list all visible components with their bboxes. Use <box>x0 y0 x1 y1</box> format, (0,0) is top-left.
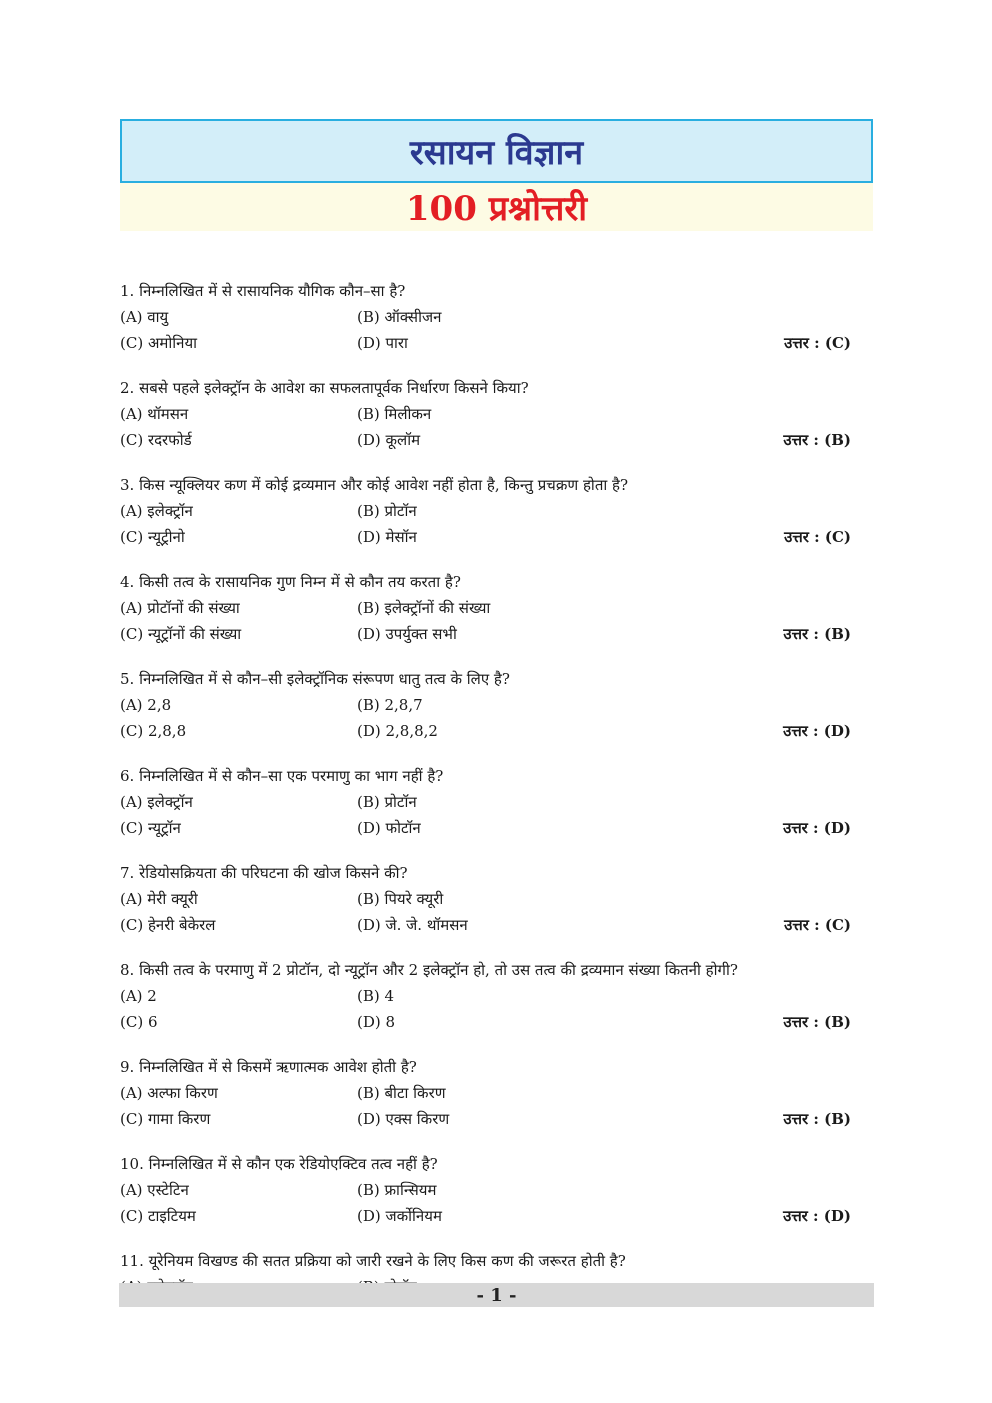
answer-label: उत्तर : (B) <box>783 1013 851 1031</box>
option-row <box>120 401 855 427</box>
option-a: (A) 2,8 <box>120 696 172 714</box>
option-b: (B) प्रोटॉन <box>357 502 417 520</box>
question-item <box>120 278 855 356</box>
question-item <box>120 860 855 938</box>
option-row <box>120 1203 855 1229</box>
question-text: 9. निम्नलिखित में से किसमें ऋणात्मक आवेश होती है? <box>120 1058 417 1076</box>
option-b: (B) 4 <box>357 987 395 1005</box>
option-a: (A) 2 <box>120 987 157 1005</box>
option-d: (D) पारा <box>357 334 408 352</box>
option-row <box>120 1106 855 1132</box>
option-d: (D) कूलॉम <box>357 431 421 449</box>
option-row <box>120 789 855 815</box>
question-text: 1. निम्नलिखित में से रासायनिक यौगिक कौन–सा है? <box>120 282 406 300</box>
question-text: 11. यूरेनियम विखण्ड की सतत प्रक्रिया को जारी रखने के लिए किस कण की जरूरत होती है? <box>120 1252 626 1270</box>
option-row <box>120 718 855 744</box>
option-a: (A) इलेक्ट्रॉन <box>120 793 193 811</box>
option-row <box>120 815 855 841</box>
option-row <box>120 1080 855 1106</box>
answer-label: उत्तर : (C) <box>784 916 851 934</box>
option-row <box>120 330 855 356</box>
question-item <box>120 763 855 841</box>
option-d: (D) उपर्युक्त सभी <box>357 625 457 643</box>
page-title <box>120 119 873 183</box>
option-c: (C) 2,8,8 <box>120 722 187 740</box>
option-c: (C) अमोनिया <box>120 334 198 352</box>
question-item <box>120 1054 855 1132</box>
question-item <box>120 957 855 1035</box>
option-c: (C) रदरफोर्ड <box>120 431 192 449</box>
option-row <box>120 304 855 330</box>
option-row <box>120 912 855 938</box>
option-c: (C) 6 <box>120 1013 158 1031</box>
question-item <box>120 375 855 453</box>
page-subtitle-text: 100 प्रश्नोत्तरी <box>405 189 588 229</box>
option-a: (A) इलेक्ट्रॉन <box>120 502 193 520</box>
option-c: (C) न्यूट्रीनो <box>120 528 185 546</box>
option-row <box>120 1177 855 1203</box>
option-row <box>120 595 855 621</box>
page-number: - 1 - <box>476 1284 517 1306</box>
answer-label: उत्तर : (B) <box>783 1110 851 1128</box>
option-c: (C) गामा किरण <box>120 1110 211 1128</box>
question-text: 10. निम्नलिखित में से कौन एक रेडियोएक्टिव तत्व नहीं है? <box>120 1155 438 1173</box>
answer-label: उत्तर : (D) <box>783 722 851 740</box>
option-a: (A) अल्फा किरण <box>120 1084 218 1102</box>
question-text: 8. किसी तत्व के परमाणु में 2 प्रोटॉन, दो न्यूट्रॉन और 2 इलेक्ट्रॉन हो, तो उस तत्व की द्रव्यमान संख्या कितनी होगी? <box>120 961 738 979</box>
option-row <box>120 1009 855 1035</box>
answer-label: उत्तर : (C) <box>784 334 851 352</box>
page-title-text: रसायन विज्ञान <box>409 133 584 173</box>
question-text: 7. रेडियोसक्रियता की परिघटना की खोज किसने की? <box>120 864 408 882</box>
option-d: (D) जे. जे. थॉमसन <box>357 916 468 934</box>
option-a: (A) वायु <box>120 308 169 326</box>
option-b: (B) प्रोटॉन <box>357 793 417 811</box>
question-item <box>120 472 855 550</box>
option-row <box>120 427 855 453</box>
question-item <box>120 666 855 744</box>
option-b: (B) मिलीकन <box>357 405 432 423</box>
option-a: (A) प्रोटॉनों की संख्या <box>120 599 240 617</box>
option-b: (B) बीटा किरण <box>357 1084 446 1102</box>
answer-label: उत्तर : (B) <box>783 625 851 643</box>
option-row <box>120 692 855 718</box>
page-subtitle <box>120 183 873 231</box>
option-a: (A) थॉमसन <box>120 405 189 423</box>
option-d: (D) 8 <box>357 1013 396 1031</box>
question-list <box>120 278 855 1319</box>
option-d: (D) 2,8,8,2 <box>357 722 438 740</box>
option-c: (C) न्यूट्रॉन <box>120 819 181 837</box>
question-text: 2. सबसे पहले इलेक्ट्रॉन के आवेश का सफलतापूर्वक निर्धारण किसने किया? <box>120 379 529 397</box>
answer-label: उत्तर : (D) <box>783 819 851 837</box>
question-text: 3. किस न्यूक्लियर कण में कोई द्रव्यमान और कोई आवेश नहीं होता है, किन्तु प्रचक्रण होता है? <box>120 476 629 494</box>
option-d: (D) जर्कोनियम <box>357 1207 442 1225</box>
option-b: (B) इलेक्ट्रॉनों की संख्या <box>357 599 491 617</box>
question-item <box>120 569 855 647</box>
question-text: 4. किसी तत्व के रासायनिक गुण निम्न में से कौन तय करता है? <box>120 573 461 591</box>
question-text: 5. निम्नलिखित में से कौन–सी इलेक्ट्रॉनिक संरूपण धातु तत्व के लिए है? <box>120 670 510 688</box>
answer-label: उत्तर : (C) <box>784 528 851 546</box>
question-item <box>120 1151 855 1229</box>
option-d: (D) एक्स किरण <box>357 1110 450 1128</box>
option-b: (B) पियरे क्यूरी <box>357 890 444 908</box>
option-b: (B) फ्रान्सियम <box>357 1181 437 1199</box>
option-b: (B) 2,8,7 <box>357 696 423 714</box>
option-b: (B) ऑक्सीजन <box>357 308 442 326</box>
option-a: (A) एस्टेटिन <box>120 1181 189 1199</box>
answer-label: उत्तर : (B) <box>783 431 851 449</box>
option-row <box>120 983 855 1009</box>
question-text: 6. निम्नलिखित में से कौन–सा एक परमाणु का भाग नहीं है? <box>120 767 444 785</box>
answer-label: उत्तर : (D) <box>783 1207 851 1225</box>
option-c: (C) न्यूट्रॉनों की संख्या <box>120 625 242 643</box>
option-row <box>120 621 855 647</box>
option-row <box>120 524 855 550</box>
option-d: (D) फोटॉन <box>357 819 421 837</box>
option-c: (C) टाइटियम <box>120 1207 196 1225</box>
page-footer <box>119 1283 874 1307</box>
option-d: (D) मेसॉन <box>357 528 417 546</box>
option-row <box>120 886 855 912</box>
option-c: (C) हेनरी बेकेरल <box>120 916 216 934</box>
option-a: (A) मेरी क्यूरी <box>120 890 198 908</box>
option-row <box>120 498 855 524</box>
